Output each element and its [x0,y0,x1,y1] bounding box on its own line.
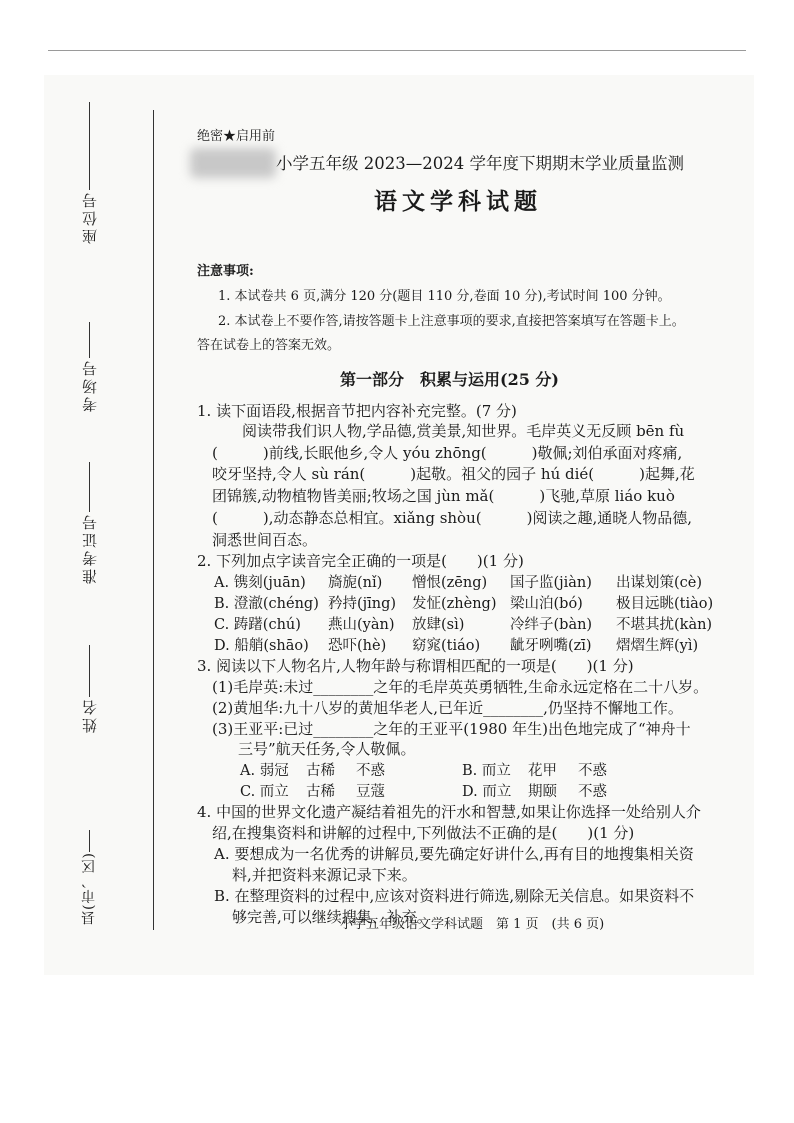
q3-option: 古稀 [306,763,335,779]
section-title: 第一部分 积累与运用(25 分) [340,370,559,389]
q3-option: A. 弱冠 [240,763,289,779]
q3-option: 不惑 [578,763,607,779]
student-name-field [74,645,104,733]
q3-item: (2)黄旭华:九十八岁的黄旭华老人,已年近________,仍坚持不懈地工作。 [212,699,683,717]
q2-option-cell: 窈窕(tiáo) [412,638,481,654]
q1-line: 阅读带我们识人物,学品德,赏美景,知世界。毛岸英义无反顾 bēn fù [242,422,685,440]
confidential-mark: 绝密★启用前 [197,129,276,144]
q3-option: 豆蔻 [356,784,385,800]
q2-option-cell: 出谋划策(cè) [616,575,703,591]
redacted-school-name [190,148,276,178]
page-title: 语文学科试题 [374,188,542,215]
exam-room-field [74,322,104,412]
exam-room-label: 考场号 [80,358,99,412]
notice-item-2-cont: 答在试卷上的答案无效。 [197,338,341,353]
q2-option-cell: 憎恨(zēng) [412,575,488,591]
q3-option: 不惑 [578,784,607,800]
q4-line: 绍,在搜集资料和讲解的过程中,下列做法不正确的是( )(1 分) [212,824,635,842]
q2-option-cell: 国子监(jiàn) [510,575,592,591]
binding-margin-line [153,110,154,930]
q1-line: 咬牙坚持,令人 sù rán( )起敬。祖父的园子 hú dié( )起舞,花 [212,465,695,483]
q2-option-cell: 冷绊子(bàn) [510,617,593,633]
q3-option: 不惑 [356,763,385,779]
q4-line: 够完善,可以继续搜集、补充。 [232,908,432,926]
q2-option-cell: 不堪其扰(kàn) [616,617,713,633]
q3-item: 三号”航天任务,令人敬佩。 [238,740,416,758]
q3-option: 花甲 [528,763,557,779]
q3-option: 期颐 [528,784,557,800]
q4-line: A. 要想成为一名优秀的讲解员,要先确定好讲什么,再有目的地搜集相关资 [214,845,694,863]
q1-line: 洞悉世间百态。 [212,531,318,549]
notice-item-2: 2. 本试卷上不要作答,请按答题卡上注意事项的要求,直接把答案填写在答题卡上。 [218,314,685,329]
q4-line: B. 在整理资料的过程中,应该对资料进行筛选,剔除无关信息。如果资料不 [214,887,695,905]
q2-option-cell: 熠熠生辉(yì) [616,638,699,654]
q2-option-cell: 极目远眺(tiào) [616,596,714,612]
notice-item-1: 1. 本试卷共 6 页,满分 120 分(题目 110 分,卷面 10 分),考试时间 100 分钟。 [218,289,671,304]
seat-number-field [74,102,104,244]
q3-option: C. 而立 [240,784,289,800]
notice-heading: 注意事项: [197,264,254,279]
q3-option: B. 而立 [462,763,511,779]
q3-item: (3)王亚平:已过________之年的王亚平(1980 年生)出色地完成了“神舟十 [212,720,691,738]
county-field [74,830,104,925]
exam-name: 小学五年级 2023—2024 学年度下期期末学业质量监测 [276,154,684,173]
q3-stem: 3. 阅读以下人物名片,人物年龄与称谓相匹配的一项是( )(1 分) [197,657,634,675]
q2-option-cell: 矜持(jīng) [328,596,397,612]
q4-line: 料,并把资料来源记录下来。 [232,866,417,884]
ticket-number-field [74,462,104,584]
q1-stem: 1. 读下面语段,根据音节把内容补充完整。(7 分) [197,402,517,420]
top-divider [48,50,746,51]
q3-option: D. 而立 [462,784,512,800]
page-footer: 小学五年级语文学科试题 第 1 页 (共 6 页) [340,917,605,932]
ticket-number-label: 准考证号 [80,512,99,584]
q2-option-cell: 燕山(yàn) [328,617,395,633]
q3-item: (1)毛岸英:未过________之年的毛岸英英勇牺牲,生命永远定格在二十八岁。 [212,678,709,696]
q2-option-cell: 发怔(zhèng) [412,596,497,612]
student-name-label: 姓名 [80,697,99,733]
q2-option-cell: D. 船艄(shāo) [214,638,309,654]
q2-option-cell: B. 澄澈(chéng) [214,596,319,612]
q2-option-cell: 龇牙咧嘴(zī) [510,638,592,654]
q2-option-cell: 放肆(sì) [412,617,465,633]
q4-line: 4. 中国的世界文化遗产凝结着祖先的汗水和智慧,如果让你选择一处给别人介 [197,803,701,821]
q1-line: ( )前线,长眠他乡,令人 yóu zhōng( )敬佩;刘伯承面对疼痛, [212,444,683,462]
q2-option-cell: 梁山泊(bó) [510,596,583,612]
q2-stem: 2. 下列加点字读音完全正确的一项是( )(1 分) [197,552,524,570]
county-label: 县(市、区) [81,852,97,925]
q3-option: 古稀 [306,784,335,800]
q2-option-cell: 恐吓(hè) [328,638,387,654]
q1-line: ( ),动态静态总相宜。xiǎng shòu( )阅读之趣,通晓人物品德, [212,509,692,527]
q2-option-cell: 旖旎(nǐ) [328,575,383,591]
seat-number-label: 座位号 [80,190,99,244]
q2-option-cell: C. 踌躇(chú) [214,617,301,633]
q2-option-cell: A. 镌刻(juān) [214,575,306,591]
q1-line: 团锦簇,动物植物皆美丽;牧场之国 jùn mǎ( )飞驰,草原 liáo kuò [212,487,675,505]
